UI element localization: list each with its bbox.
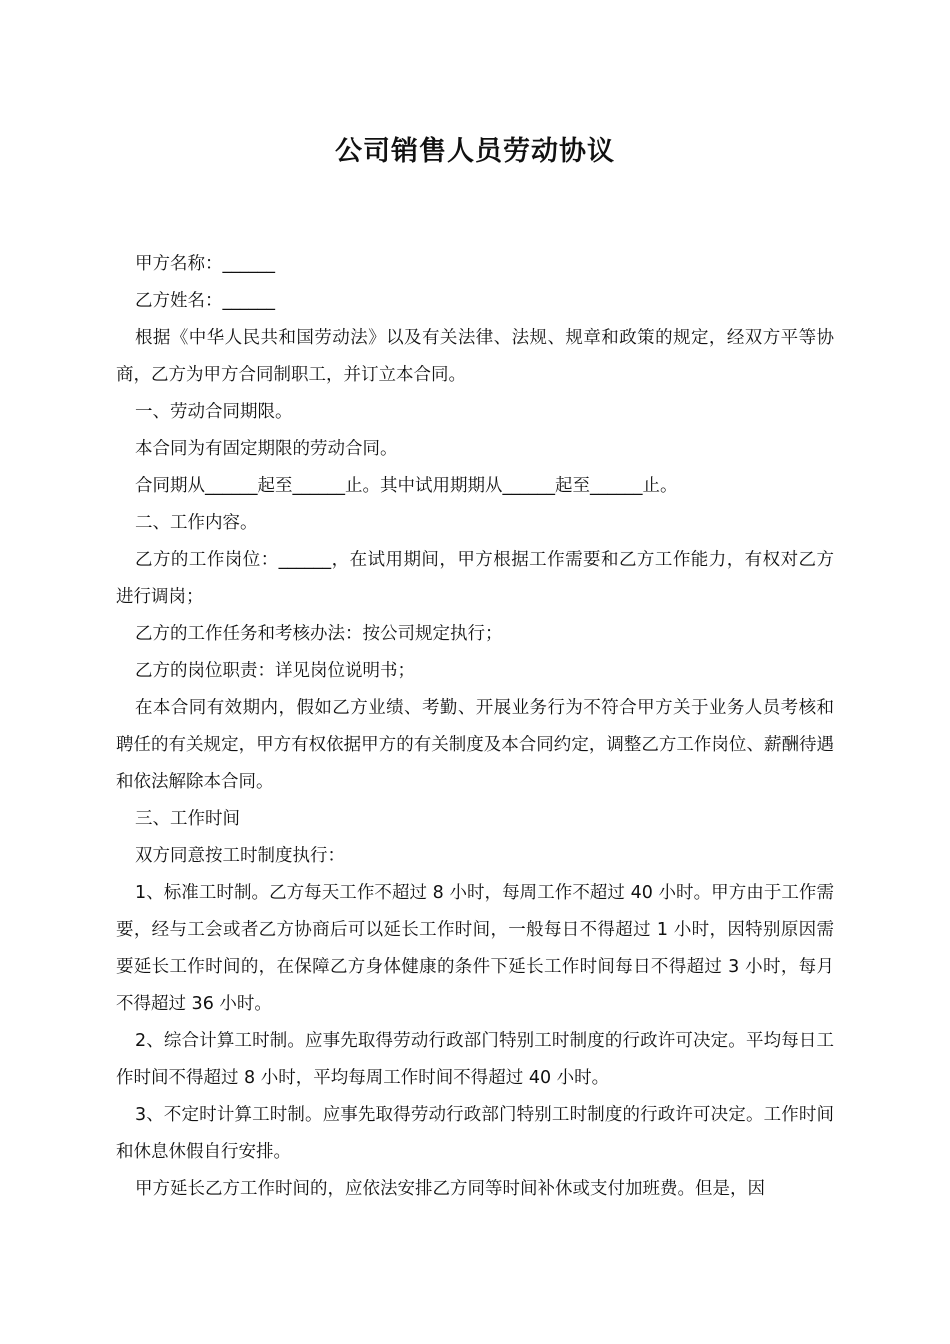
preamble-paragraph: 根据《中华人民共和国劳动法》以及有关法律、法规、规章和政策的规定，经双方平等协商，乙方为甲方合同制职工，并订立本合同。 (116, 328, 834, 385)
clause-standard-hours: 1、标准工时制。乙方每天工作不超过 8 小时，每周工作不超过 40 小时。甲方由于工作需要，经与工会或者乙方协商后可以延长工作时间，一般每日不得超过 1 小时，因特别原因需要延长工作时间的，在保障乙方身体健康的条件下延长工作时间每日不得超过 3 小时，每月不得超过 36 小时。 (116, 883, 834, 1014)
section-heading-work-hours: 三、工作时间 (135, 809, 240, 829)
contract-period-line: 合同期从______起至______止。其中试用期期从______起至______止。 (135, 476, 678, 496)
paragraph: 乙方的工作任务和考核办法：按公司规定执行； (135, 624, 503, 644)
section-heading-work-content: 二、工作内容。 (135, 513, 258, 533)
paragraph: 本合同为有固定期限的劳动合同。 (135, 439, 398, 459)
document-title: 公司销售人员劳动协议 (335, 136, 615, 167)
party-b-name-line: 乙方姓名：______ (135, 291, 275, 311)
paragraph: 甲方延长乙方工作时间的，应依法安排乙方同等时间补休或支付加班费。但是，因 (135, 1179, 765, 1199)
paragraph: 在本合同有效期内，假如乙方业绩、考勤、开展业务行为不符合甲方关于业务人员考核和聘任的有关规定，甲方有权依据甲方的有关制度及本合同约定，调整乙方工作岗位、薪酬待遇和依法解除本合同。 (116, 698, 834, 792)
document-body (116, 246, 834, 1208)
clause-comprehensive-hours: 2、综合计算工时制。应事先取得劳动行政部门特别工时制度的行政许可决定。平均每日工作时间不得超过 8 小时，平均每周工作时间不得超过 40 小时。 (116, 1031, 834, 1088)
section-heading-contract-term: 一、劳动合同期限。 (135, 402, 293, 422)
paragraph: 乙方的工作岗位：______，在试用期间，甲方根据工作需要和乙方工作能力，有权对乙方进行调岗； (116, 550, 834, 607)
paragraph: 乙方的岗位职责：详见岗位说明书； (135, 661, 415, 681)
clause-flexible-hours: 3、不定时计算工时制。应事先取得劳动行政部门特别工时制度的行政许可决定。工作时间和休息休假自行安排。 (116, 1105, 834, 1162)
paragraph: 双方同意按工时制度执行： (135, 846, 345, 866)
party-a-name-line: 甲方名称：______ (135, 254, 275, 274)
